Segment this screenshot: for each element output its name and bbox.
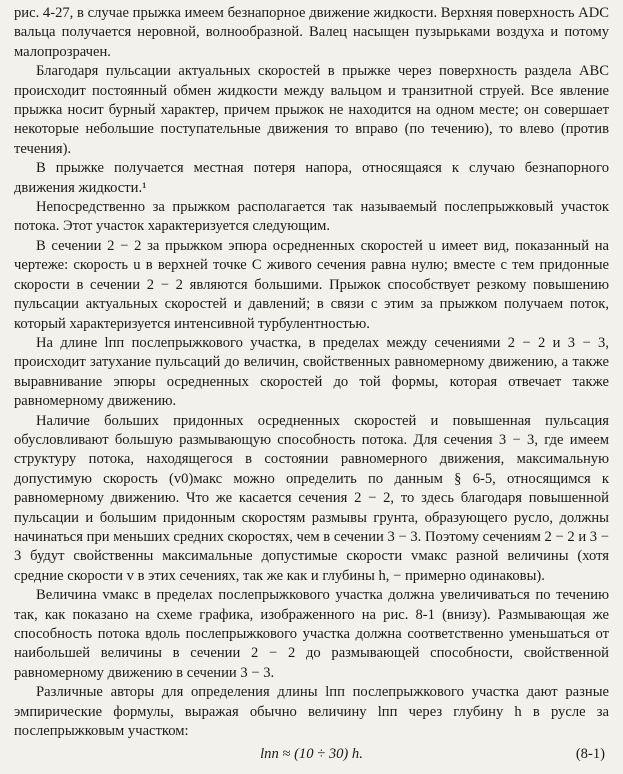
paragraph-5: В сечении 2 − 2 за прыжком эпюра осредненных скоростей u имеет вид, показанный на чертеже: скорость u в верхней точке C живого сечения равна нулю; вместе с тем придонные скорости в сечении 2 − 2 являются большими. Прыжок способствует резкому повышению пульсации актуальных скоростей и давлений; в связи с этим за прыжком получаем поток, который характеризуется интенсивной турбулентностью. <box>14 237 609 332</box>
paragraph-1: рис. 4-27, в случае прыжка имеем безнапорное движение жидкости. Верхняя поверхность ADC вальца получается неровной, волнообразной. Валец насыщен пузырьками воздуха и потому малопрозрачен. <box>14 5 609 60</box>
formula-expression: lпп ≈ (10 ÷ 30) h. <box>260 746 363 763</box>
paragraph-8: Величина vмакс в пределах послепрыжкового участка должна увеличиваться по течению так, как показано на схеме графика, изображенного на рис. 8-1 (внизу). Размывающая же способность потока вдоль послепрыжкового участка должна соответственно уменьшаться от наибольшей величины в сечении 2 − 2 до размывающей способности, свойственной равномерному движению в сечении 3 − 3. <box>14 587 609 681</box>
paragraph-3: В прыжке получается местная потеря напора, относящаяся к случаю безнапорного движения жидкости.¹ <box>14 160 609 196</box>
paragraph-9: Различные авторы для определения длины lпп послепрыжкового участка дают разные эмпирические формулы, выражая обычно величину lпп через глубину h в русле за послепрыжковым участком: <box>14 684 609 740</box>
formula-8-1 <box>14 745 609 765</box>
paragraph-7: Наличие больших придонных осредненных скоростей и повышенная пульсация обусловливают большую размывающую способность потока. Для сечения 3 − 3, где имеем структуру потока, находящегося в состоянии равномерного движения, максимальную допустимую скорость (v0)макс можно определить по данным § 6-5, относящимся к равномерному движению. Что же касается сечения 2 − 2, то здесь благодаря повышенной пульсации и большим придонным скоростям размывы грунта, образующего русло, должны начинаться при меньших средних скоростях, чем в сечении 3 − 3. Поэтому сечениям 2 − 2 и 3 − 3 будут свойственны максимальные допустимые скорости vмакс разной величины (хотя средние скорости v в этих сечениях, так же как и глубины h, − примерно одинаковы). <box>14 412 609 584</box>
paragraph-4: Непосредственно за прыжком располагается так называемый послепрыжковый участок потока. Этот участок характеризуется следующим. <box>14 199 609 235</box>
paragraph-6: На длине lпп послепрыжкового участка, в пределах между сечениями 2 − 2 и 3 − 3, происходит затухание пульсаций до величин, свойственных равномерному движению, а также выравнивание эпюры осредненных скоростей до той формы, которая отвечает также равномерному движению. <box>14 334 609 410</box>
formula-number: (8-1) <box>575 746 605 763</box>
paragraph-2: Благодаря пульсации актуальных скоростей в прыжке через поверхность раздела ABC происходит постоянный обмен жидкости между вальцом и транзитной струей. Все явление прыжка носит бурный характер, причем прыжок не находится на одном месте; он совершает некоторые небольшие поступательные движения то вправо (по течению), то влево (против течения). <box>14 63 609 157</box>
